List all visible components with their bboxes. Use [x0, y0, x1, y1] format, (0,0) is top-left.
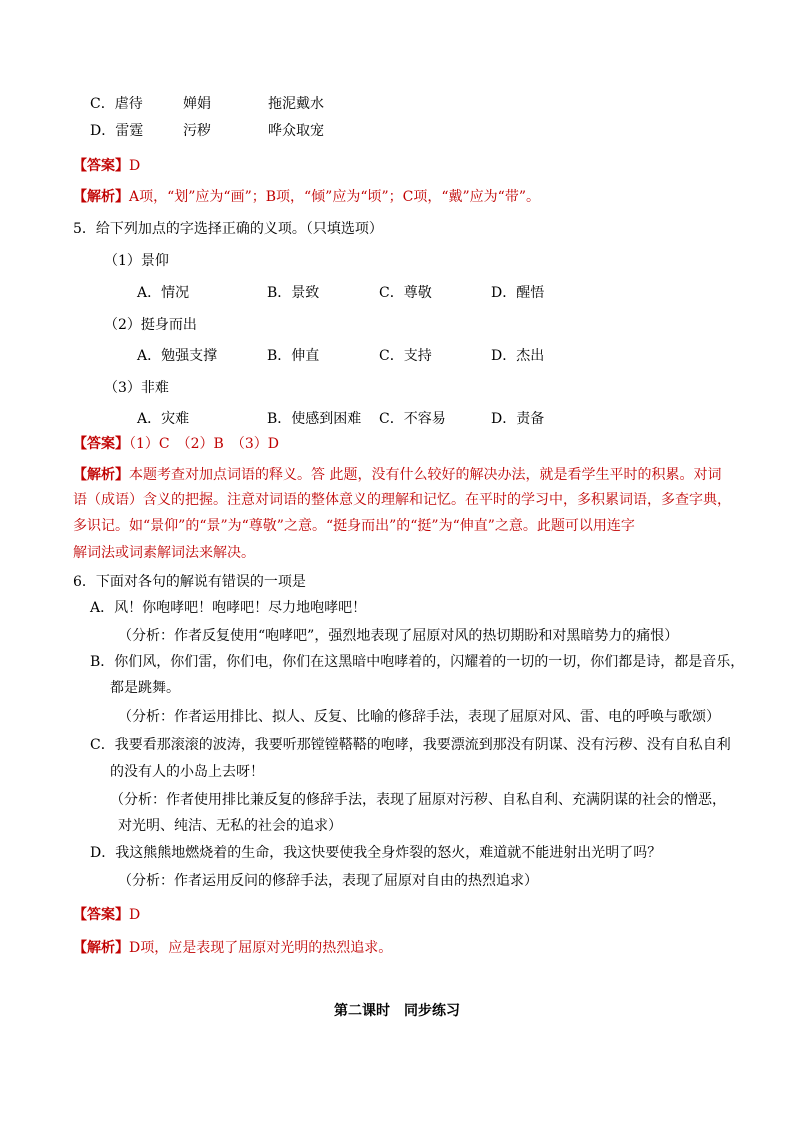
q5-analysis-line2: 语（成语）含义的把握。注意对词语的整体意义的理解和记忆。在平时的学习中，多积累词语，多查字典，: [73, 492, 731, 508]
answer-value: （1）C （2）B （3）D: [129, 436, 279, 452]
q5-item3-option-c: C．不容易: [379, 411, 446, 427]
q5-item1-option-b: B．景致: [267, 285, 320, 301]
q5-item2-option-b: B．伸直: [267, 348, 320, 364]
q5-item3-option-b: B．使感到困难: [267, 411, 362, 427]
q5-item2-option-d: D．杰出: [491, 348, 545, 364]
q5-stem: 5．给下列加点的字选择正确的义项。（只填选项）: [73, 221, 383, 237]
analysis-tag: 【解析】: [73, 467, 129, 483]
q6-stem: 6．下面对各句的解说有错误的一项是: [73, 574, 306, 590]
q5-analysis-line1: [73, 465, 721, 485]
answer-tag: 【答案】: [73, 907, 129, 923]
q5-item1-option-a: A．情况: [137, 285, 190, 301]
section-title: 第二课时 同步练习: [334, 1003, 460, 1019]
q5-item2-label: （2）挺身而出: [104, 317, 197, 333]
answer-value: D: [129, 158, 141, 174]
q5-analysis-line4: 解词法或词素解词法来解决。: [73, 545, 255, 561]
q4-analysis: [73, 187, 540, 207]
q6-option-a-note: （分析：作者反复使用“咆哮吧”，强烈地表现了屈原对风的热切期盼和对黑暗势力的痛恨）: [118, 628, 679, 644]
q5-item3-option-d: D．责备: [491, 411, 545, 427]
q6-option-b-line2: 都是跳舞。: [110, 680, 180, 696]
q4-answer: [73, 156, 140, 176]
q4-option-c-word2: 婵娟: [183, 96, 211, 112]
answer-tag: 【答案】: [73, 436, 129, 452]
q4-option-d-letter: D．雷霆: [90, 123, 144, 139]
q6-option-d: D．我这熊熊地燃烧着的生命，我这快要使我全身炸裂的怒火，难道就不能进射出光明了吗？: [90, 845, 662, 861]
analysis-text: 本题考查对加点词语的释义。答 此题，没有什么较好的解决办法，就是看学生平时的积累。对词: [129, 467, 722, 483]
answer-tag: 【答案】: [73, 158, 129, 174]
q6-option-c-line2: 的没有人的小岛上去呀！: [110, 764, 264, 780]
analysis-text: D项，应是表现了屈原对光明的热烈追求。: [129, 940, 393, 956]
analysis-tag: 【解析】: [73, 940, 129, 956]
q4-option-d-word2: 污秽: [183, 123, 211, 139]
q5-item3-label: （3）非难: [104, 380, 169, 396]
analysis-tag: 【解析】: [73, 189, 129, 205]
q5-item3-option-a: A．灾难: [137, 411, 190, 427]
q6-option-c-line1: C．我要看那滚滚的波涛，我要听那镗镗鞳鞳的咆哮，我要漂流到那没有阴谋、没有污秽、没有自私自利: [90, 737, 731, 753]
q6-answer: [73, 905, 140, 925]
q5-item1-option-c: C．尊敬: [379, 285, 432, 301]
q5-item1-option-d: D．醒悟: [491, 285, 545, 301]
q6-option-a: A．风！你咆哮吧！咆哮吧！尽力地咆哮吧！: [90, 600, 367, 616]
q6-option-b-line1: B．你们风，你们雷，你们电，你们在这黑暗中咆哮着的，闪耀着的一切的一切，你们都是诗，都是音乐，: [90, 654, 745, 670]
q6-analysis: [73, 938, 392, 958]
answer-value: D: [129, 907, 141, 923]
q6-option-c-note-line2: 对光明、纯洁、无私的社会的追求）: [118, 818, 342, 834]
q6-option-b-note: （分析：作者运用排比、拟人、反复、比喻的修辞手法，表现了屈原对风、雷、电的呼唤与歌颂）: [118, 709, 720, 725]
q5-item1-label: （1）景仰: [104, 253, 169, 269]
q4-option-c-letter: C．虐待: [90, 96, 143, 112]
q5-analysis-line3: 多识记。如“景仰”的“景”为“尊敬”之意。“挺身而出”的“挺”为“伸直”之意。此题可以用连字: [73, 518, 635, 534]
analysis-text: A项，“划”应为“画”；B项，“倾”应为“顷”；C项，“戴”应为“带”。: [129, 189, 540, 205]
q5-answer: [73, 434, 279, 454]
q4-option-c-word3: 拖泥戴水: [268, 96, 324, 112]
q4-option-d-word3: 哗众取宠: [268, 123, 324, 139]
q5-item2-option-c: C．支持: [379, 348, 432, 364]
q6-option-c-note-line1: （分析：作者使用排比兼反复的修辞手法，表现了屈原对污秽、自私自利、充满阴谋的社会的憎恶，: [110, 792, 726, 808]
q6-option-d-note: （分析：作者运用反问的修辞手法，表现了屈原对自由的热烈追求）: [118, 873, 538, 889]
q5-item2-option-a: A．勉强支撑: [137, 348, 218, 364]
